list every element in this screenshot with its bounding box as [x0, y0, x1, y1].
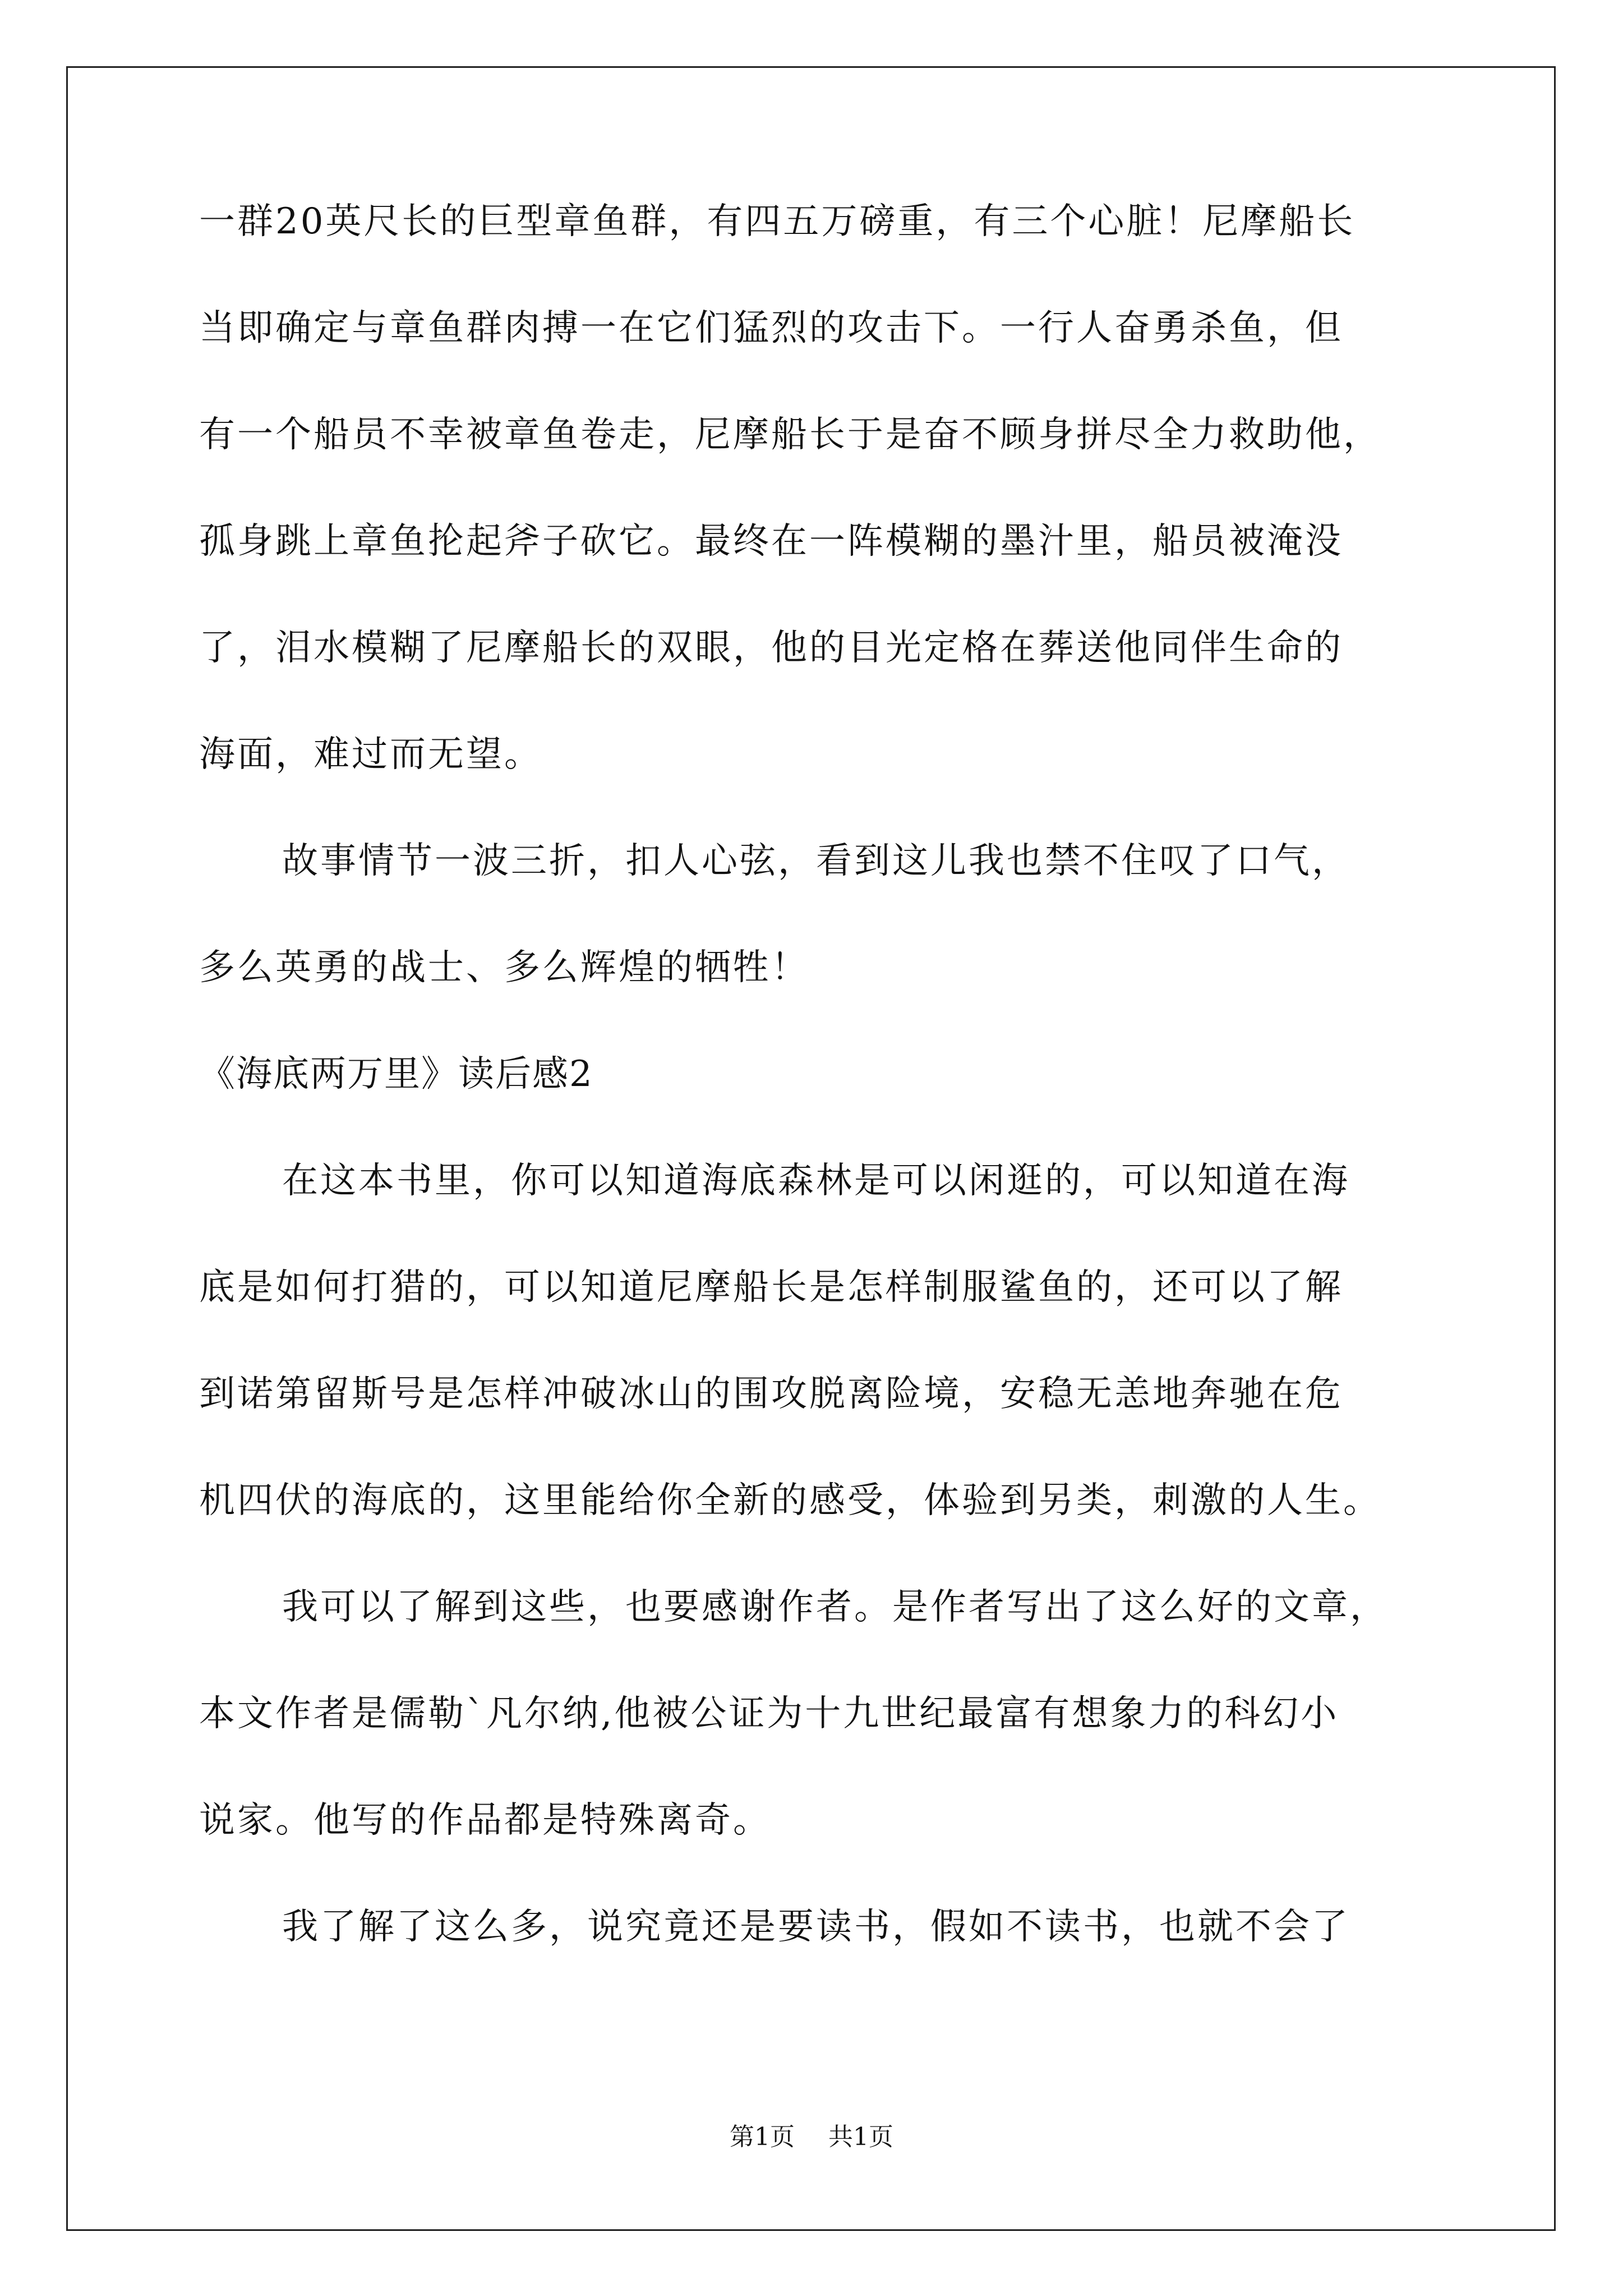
paragraph-line: 一群20英尺长的巨型章鱼群，有四五万磅重，有三个心脏！尼摩船长	[199, 201, 1355, 242]
document-body	[199, 199, 1467, 1949]
paragraph-line: 故事情节一波三折，扣人心弦，看到这儿我也禁不住叹了口气，	[282, 840, 1350, 882]
paragraph-line: 多么英勇的战士、多么辉煌的牺牲！	[199, 947, 809, 988]
paragraph-line: 机四伏的海底的，这里能给你全新的感受，体验到另类，刺激的人生。	[199, 1480, 1381, 1521]
paragraph-line: 底是如何打猎的，可以知道尼摩船长是怎样制服鲨鱼的，还可以了解	[199, 1267, 1343, 1308]
page-footer	[0, 2120, 1623, 2154]
paragraph-line: 孤身跳上章鱼抡起斧子砍它。最终在一阵模糊的墨汁里，船员被淹没	[199, 521, 1343, 562]
paragraph-line: 有一个船员不幸被章鱼卷走，尼摩船长于是奋不顾身拼尽全力救助他，	[199, 414, 1381, 455]
section-heading: 《海底两万里》读后感2	[199, 1053, 593, 1095]
paragraph-line: 海面，难过而无望。	[199, 734, 542, 775]
paragraph-line: 本文作者是儒勒`凡尔纳,他被公证为十九世纪最富有想象力的科幻小	[199, 1693, 1339, 1734]
paragraph-line: 了，泪水模糊了尼摩船长的双眼，他的目光定格在葬送他同伴生命的	[199, 627, 1343, 669]
page-number: 第1页	[730, 2123, 795, 2151]
paragraph-line: 当即确定与章鱼群肉搏一在它们猛烈的攻击下。一行人奋勇杀鱼，但	[199, 307, 1343, 349]
paragraph-line: 在这本书里，你可以知道海底森林是可以闲逛的，可以知道在海	[282, 1160, 1350, 1202]
paragraph-line: 我可以了解到这些，也要感谢作者。是作者写出了这么好的文章，	[282, 1586, 1388, 1628]
paragraph-line: 到诺第留斯号是怎样冲破冰山的围攻脱离险境，安稳无恙地奔驰在危	[199, 1373, 1343, 1415]
paragraph-line: 我了解了这么多，说究竟还是要读书，假如不读书，也就不会了	[282, 1906, 1350, 1948]
paragraph-line: 说家。他写的作品都是特殊离奇。	[199, 1800, 771, 1841]
page-total: 共1页	[828, 2123, 893, 2151]
